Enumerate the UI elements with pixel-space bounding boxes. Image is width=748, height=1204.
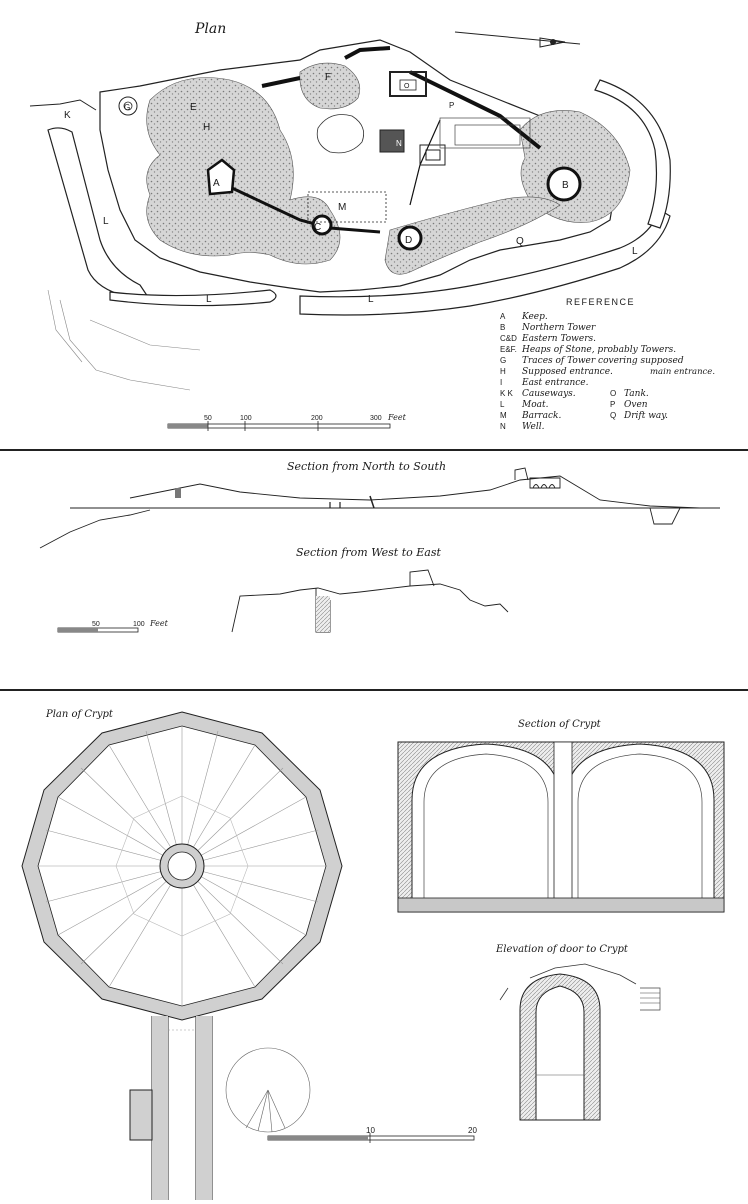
ref-key-7: K K [500,389,513,398]
label-l-south: L [206,294,212,305]
section-we-profile [232,570,508,632]
ref-text-1: Northern Tower [522,323,596,333]
plan-scale-200: 200 [311,415,323,422]
ref-key-1: B [500,323,506,332]
ref-text-2: Eastern Towers. [522,334,596,344]
ref-key-2: C&D [500,334,517,343]
sections-scale-100: 100 [133,621,145,628]
crypt-section-title: Section of Crypt [518,719,601,730]
plan-scale-bar [168,413,407,431]
crypt-scale-10: 10 [366,1126,375,1135]
door-elevation [500,964,660,1120]
plan-scale-100: 100 [240,415,252,422]
ref-key-4: G [500,356,507,365]
ref-right-key-0: O [610,389,617,398]
ref-right-key-2: Q [610,411,617,420]
label-l-southeast: L [368,294,374,305]
crypt-plan [22,712,342,1200]
ref-key-6: I [500,378,503,387]
ref-text-9: Barrack. [522,411,562,421]
stair-plan-circle [226,1048,310,1132]
ref-key-8: L [500,400,505,409]
door-elevation-title: Elevation of door to Crypt [496,944,628,955]
label-l-east: L [632,246,638,257]
crypt-plan-title: Plan of Crypt [46,709,113,720]
crypt-section [398,742,724,912]
ref-right-text-2: Drift way. [624,411,669,421]
label-m: M [338,202,347,213]
ref-right-text-0: Tank. [624,389,649,399]
label-f: F [325,72,332,83]
plan-scale-50: 50 [204,415,212,422]
plan-scale-300: 300 [370,415,382,422]
ref-text-0: Keep. [522,312,548,322]
label-d: D [405,235,413,246]
label-n: N [396,139,402,148]
ref-right-text-1: Oven [624,400,648,410]
ref-key-9: M [500,411,507,420]
reference-heading: REFERENCE [566,297,636,307]
label-o: O [404,83,410,90]
reference-legend [500,297,715,432]
sections-scale-unit: Feet [150,619,168,628]
crypt-scale-bar [268,1126,477,1143]
plan-title: Plan [195,21,227,37]
ref-key-3: E&F. [500,345,517,354]
ref-text-4: Traces of Tower covering supposed [522,356,684,366]
section-ns-profile [40,468,720,548]
ref-key-10: N [500,422,506,431]
plan-panel [30,21,715,432]
ref-text-8: Moat. [522,400,549,410]
sections-scale-bar [58,619,169,632]
ref-text-6: East entrance. [522,378,589,388]
label-k: K [64,110,71,121]
label-l-west: L [103,216,109,227]
section-ns-title: Section from North to South [287,460,447,473]
label-q: Q [516,236,524,247]
ref-text-3: Heaps of Stone, probably Towers. [522,345,677,355]
ref-extra: main entrance. [650,367,716,377]
north-arrow-icon [455,32,580,47]
causeway-k [30,100,96,110]
sections-panel [40,460,720,632]
label-c: C [314,222,322,233]
crypt-scale-20: 20 [468,1126,477,1135]
ref-text-7: Causeways. [522,389,576,399]
ref-key-0: A [500,312,506,321]
label-e: E [190,102,197,113]
ref-text-10: Well. [522,422,545,432]
label-g: G [124,103,131,112]
ref-text-5: Supposed entrance. [522,367,613,377]
plan-scale-unit: Feet [388,413,406,422]
section-we-title: Section from West to East [296,546,441,559]
ref-right-key-1: P [610,400,616,409]
sections-scale-50: 50 [92,621,100,628]
ref-key-5: H [500,367,506,376]
label-h: H [203,122,211,133]
label-b: B [562,180,569,191]
label-a: A [213,178,220,189]
label-p: P [449,101,455,110]
crypt-panel [22,709,724,1200]
